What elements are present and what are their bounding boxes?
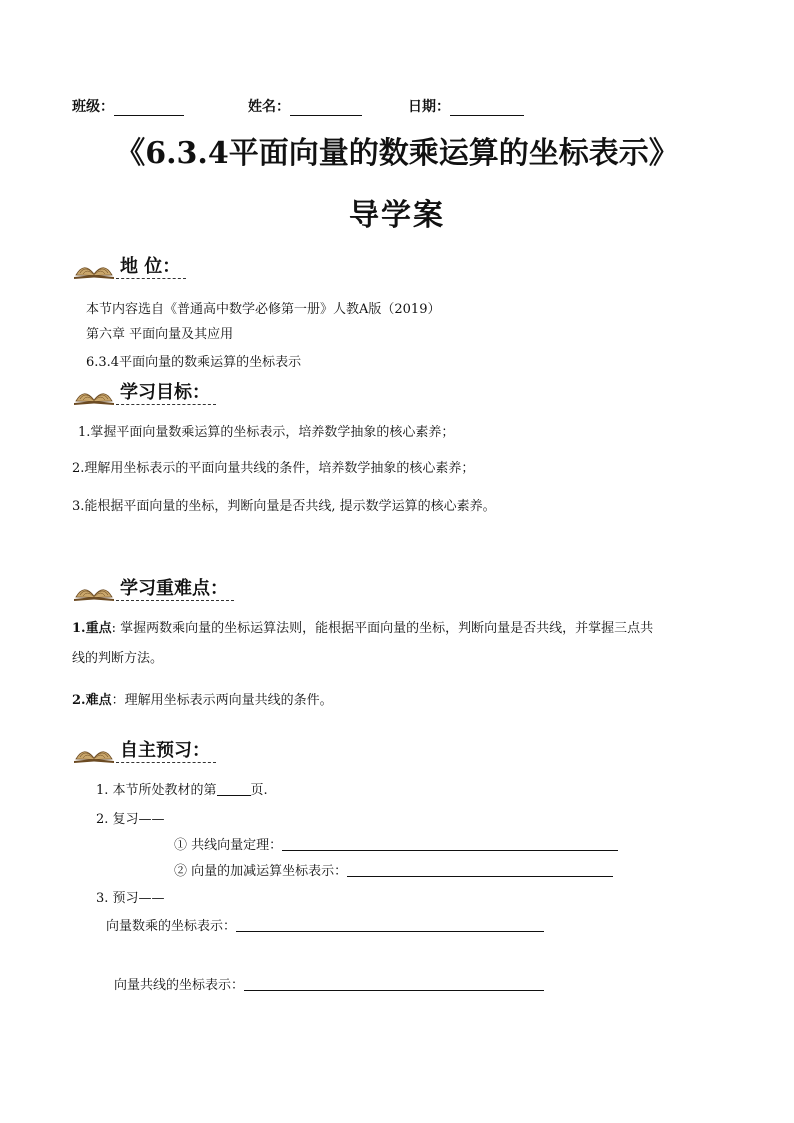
class-blank[interactable] <box>114 101 184 116</box>
class-field <box>72 96 184 116</box>
position-line-2: 第六章 平面向量及其应用 <box>86 327 234 342</box>
review-add-sub-label: ② 向量的加减运算坐标表示： <box>174 864 348 879</box>
preview-question-2: 2. 复习—— <box>96 812 165 827</box>
difficult-point-text: ：理解用坐标表示两向量共线的条件。 <box>111 693 333 708</box>
section-goals-label: 学习目标： <box>116 382 216 405</box>
class-label: 班级： <box>72 99 114 115</box>
difficult-point-title: 2.难点 <box>72 693 112 708</box>
page-title: 《6.3.4平面向量的数乘运算的坐标表示》 <box>115 136 679 171</box>
position-line-1: 本节内容选自《普通高中数学必修第一册》人教A版（2019） <box>86 302 441 317</box>
section-goals-heading <box>72 382 216 405</box>
collinear-coordinate-label: 向量共线的坐标表示： <box>114 978 245 993</box>
preview-scalar-coordinate <box>106 915 544 934</box>
position-line-3: 6.3.4平面向量的数乘运算的坐标表示 <box>86 355 302 370</box>
page-subtitle: 导学案 <box>349 198 445 233</box>
name-label: 姓名： <box>248 99 290 115</box>
open-book-icon <box>72 257 116 279</box>
scalar-coordinate-label: 向量数乘的坐标表示： <box>106 919 237 934</box>
key-point-title: 1.重点 <box>72 621 112 636</box>
name-field <box>248 96 362 116</box>
key-point-text-line2: 线的判断方法。 <box>72 651 164 666</box>
date-blank[interactable] <box>450 101 524 116</box>
collinear-theorem-blank[interactable] <box>282 836 618 851</box>
review-collinear-theorem <box>174 834 618 853</box>
review-add-sub-coordinate <box>174 860 613 879</box>
open-book-icon <box>72 383 116 405</box>
section-preview-heading <box>72 740 216 763</box>
key-point <box>72 617 732 636</box>
add-sub-coordinate-blank[interactable] <box>347 862 613 877</box>
scalar-coordinate-blank[interactable] <box>236 917 544 932</box>
date-field <box>408 96 524 116</box>
section-position-label: 地 位： <box>116 256 186 279</box>
preview-question-1 <box>96 779 268 798</box>
page-number-blank[interactable] <box>217 781 251 796</box>
open-book-icon <box>72 579 116 601</box>
section-preview-label: 自主预习： <box>116 740 216 763</box>
review-collinear-label: ① 共线向量定理： <box>174 838 283 853</box>
preview-question-3: 3. 预习—— <box>96 891 165 906</box>
open-book-icon <box>72 741 116 763</box>
goal-item-1: 1.掌握平面向量数乘运算的坐标表示，培养数学抽象的核心素养； <box>78 425 455 440</box>
difficult-point <box>72 689 333 708</box>
key-point-text: : 掌握两数乘向量的坐标运算法则，能根据平面向量的坐标，判断向量是否共线，并掌握三点共 <box>111 621 654 636</box>
preview-collinear-coordinate <box>114 974 544 993</box>
section-keypoints-label: 学习重难点： <box>116 578 234 601</box>
goal-item-3: 3.能根据平面向量的坐标，判断向量是否共线, 提示数学运算的核心素养。 <box>72 499 496 514</box>
section-position-heading <box>72 256 186 279</box>
name-blank[interactable] <box>290 101 362 116</box>
collinear-coordinate-blank[interactable] <box>244 976 544 991</box>
q1-text-before: 1. 本节所处教材的第 <box>96 783 217 798</box>
q1-text-after: 页. <box>250 783 268 798</box>
date-label: 日期： <box>408 99 450 115</box>
section-keypoints-heading <box>72 578 234 601</box>
goal-item-2: 2.理解用坐标表示的平面向量共线的条件，培养数学抽象的核心素养； <box>72 461 475 476</box>
